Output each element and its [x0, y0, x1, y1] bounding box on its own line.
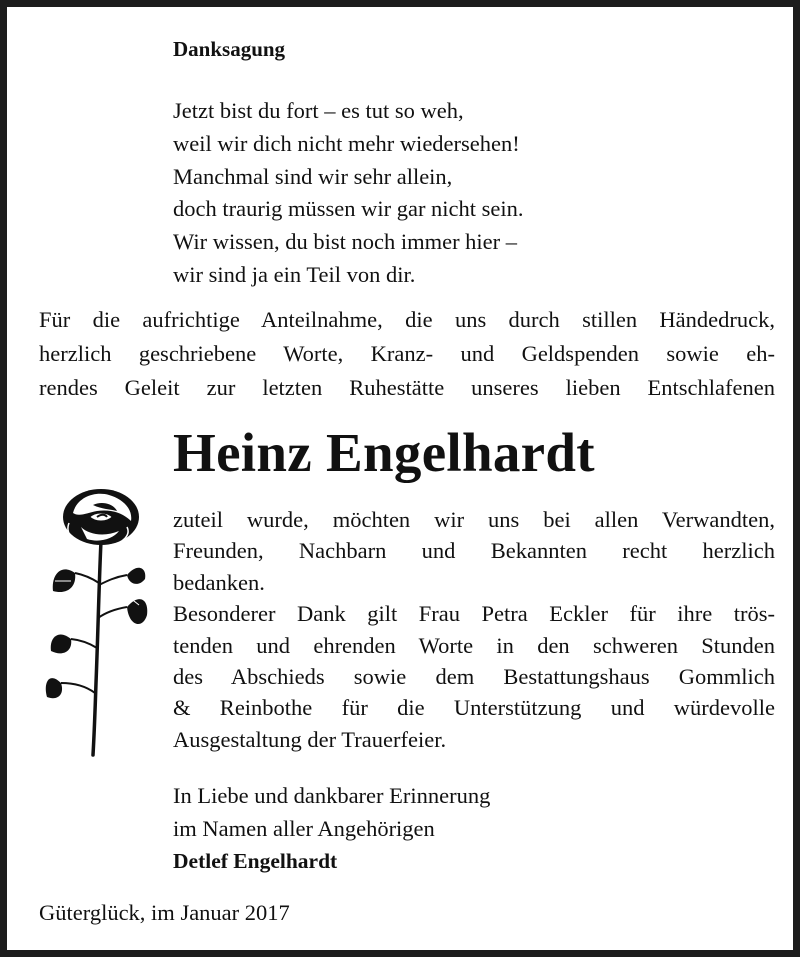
poem-line: doch traurig müssen wir gar nicht sein. — [173, 196, 524, 222]
closing-line: In Liebe und dankbarer Erinnerung — [173, 783, 491, 808]
closing-block — [173, 780, 490, 878]
poem-line: weil wir dich nicht mehr wiedersehen! — [173, 130, 520, 156]
body-line: Besonderer Dank gilt Frau Petra Eckler für ihre trös- — [173, 601, 775, 627]
body-line: bedanken. — [173, 569, 265, 595]
body-line: tenden und ehrenden Worte in den schweren Stunden — [173, 632, 775, 658]
intro-paragraph — [39, 303, 775, 405]
poem-line: Wir wissen, du bist noch immer hier – — [173, 229, 518, 255]
signature: Detlef Engelhardt — [173, 849, 338, 873]
poem — [173, 95, 524, 292]
rose-icon — [43, 483, 149, 759]
poem-line: Manchmal sind wir sehr allein, — [173, 163, 453, 189]
body-line: zuteil wurde, möchten wir uns bei allen Verwandten, — [173, 507, 775, 532]
body-paragraph — [173, 504, 775, 755]
closing-line: im Namen aller Angehörigen — [173, 815, 435, 841]
poem-line: Jetzt bist du fort – es tut so weh, — [173, 98, 464, 123]
poem-line: wir sind ja ein Teil von dir. — [173, 261, 416, 287]
body-line: Freunden, Nachbarn und Bekannten recht herzlich — [173, 538, 775, 564]
heading: Danksagung — [173, 37, 286, 61]
body-line: des Abschieds sowie dem Bestattungshaus Gommlich — [173, 664, 775, 690]
body-line: Ausgestaltung der Trauerfeier. — [173, 726, 447, 752]
intro-line: Für die aufrichtige Anteilnahme, die uns durch stillen Händedruck, — [39, 307, 775, 332]
body-line: & Reinbothe für die Unterstützung und würdevolle — [173, 695, 775, 721]
intro-line: herzlich geschriebene Worte, Kranz- und Geldspenden sowie eh- — [39, 341, 775, 366]
intro-line: rendes Geleit zur letzten Ruhestätte unseres lieben Entschlafenen — [39, 375, 775, 400]
place-date: Güterglück, im Januar 2017 — [39, 900, 290, 925]
deceased-name: Heinz Engelhardt — [173, 422, 595, 483]
